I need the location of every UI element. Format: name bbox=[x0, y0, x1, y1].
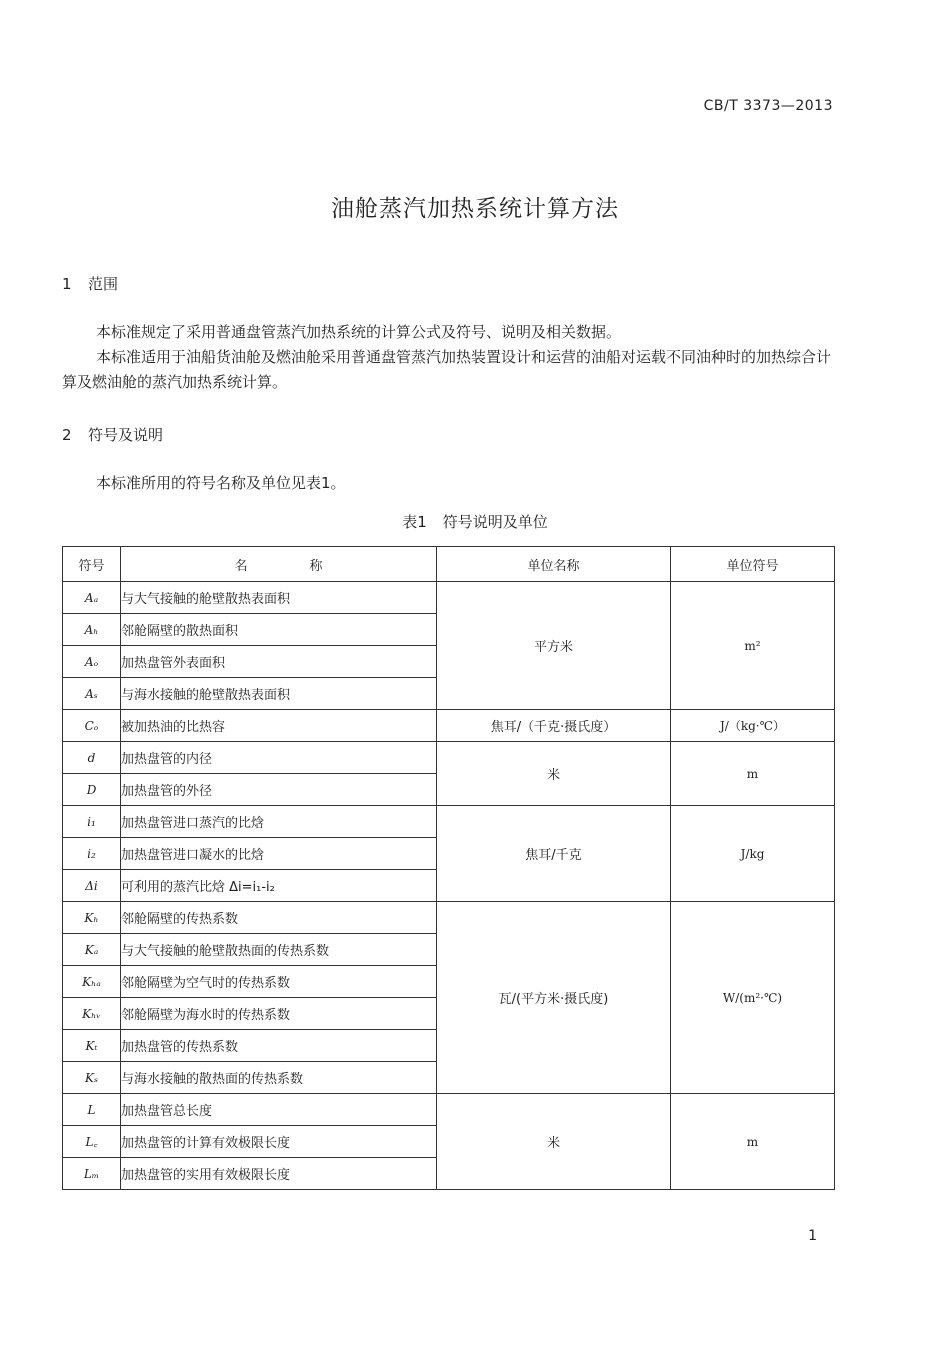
name-cell: 与海水接触的舱壁散热表面积 bbox=[121, 678, 437, 710]
standard-code: CB/T 3373—2013 bbox=[703, 98, 833, 114]
table-caption-text: 符号说明及单位 bbox=[442, 513, 548, 531]
symbol-cell: L꜀ bbox=[63, 1126, 121, 1158]
header-name: 名称 bbox=[121, 547, 437, 582]
unit-name-cell: 米 bbox=[437, 742, 671, 806]
section-2-heading bbox=[62, 424, 163, 445]
unit-name-cell: 米 bbox=[437, 1094, 671, 1190]
name-cell: 加热盘管外表面积 bbox=[121, 646, 437, 678]
name-cell: 邻舱隔壁为空气时的传热系数 bbox=[121, 966, 437, 998]
name-cell: 加热盘管的内径 bbox=[121, 742, 437, 774]
document-title: 油舱蒸汽加热系统计算方法 bbox=[331, 196, 619, 222]
name-cell: 加热盘管的外径 bbox=[121, 774, 437, 806]
paragraph: 本标准所用的符号名称及单位见表1。 bbox=[96, 474, 346, 492]
table-row bbox=[63, 806, 835, 838]
symbol-cell: Kₛ bbox=[63, 1062, 121, 1094]
name-cell: 加热盘管的计算有效极限长度 bbox=[121, 1126, 437, 1158]
unit-symbol-cell: J/kg bbox=[671, 806, 835, 902]
section-number: 1 bbox=[62, 275, 72, 293]
header-unit-symbol: 单位符号 bbox=[671, 547, 835, 582]
paragraph: 本标准规定了采用普通盘管蒸汽加热系统的计算公式及符号、说明及相关数据。 bbox=[96, 323, 622, 341]
symbol-cell: Kₜ bbox=[63, 1030, 121, 1062]
section-title: 符号及说明 bbox=[88, 426, 164, 444]
name-cell: 与大气接触的舱壁散热表面积 bbox=[121, 582, 437, 614]
section-2-body bbox=[62, 471, 834, 496]
name-cell: 邻舱隔壁的散热面积 bbox=[121, 614, 437, 646]
symbols-table bbox=[62, 546, 835, 1190]
symbol-cell: D bbox=[63, 774, 121, 806]
symbol-cell: Kₕ bbox=[63, 902, 121, 934]
header-unit-name: 单位名称 bbox=[437, 547, 671, 582]
name-cell: 加热盘管进口蒸汽的比焓 bbox=[121, 806, 437, 838]
symbol-cell: Aₛ bbox=[63, 678, 121, 710]
symbol-cell: Lₘ bbox=[63, 1158, 121, 1190]
unit-name-cell: 平方米 bbox=[437, 582, 671, 710]
name-cell: 加热盘管的传热系数 bbox=[121, 1030, 437, 1062]
symbol-cell: d bbox=[63, 742, 121, 774]
table-body bbox=[63, 582, 835, 1190]
symbol-cell: i₂ bbox=[63, 838, 121, 870]
symbol-cell: Aₕ bbox=[63, 614, 121, 646]
name-cell: 与大气接触的舱壁散热面的传热系数 bbox=[121, 934, 437, 966]
name-cell: 邻舱隔壁的传热系数 bbox=[121, 902, 437, 934]
name-cell: 加热盘管总长度 bbox=[121, 1094, 437, 1126]
section-number: 2 bbox=[62, 426, 72, 444]
table-row bbox=[63, 582, 835, 614]
unit-name-cell: 焦耳/（千克·摄氏度） bbox=[437, 710, 671, 742]
section-1-heading bbox=[62, 273, 118, 294]
symbol-cell: Kₕᵥ bbox=[63, 998, 121, 1030]
name-cell: 可利用的蒸汽比焓 Δi=i₁-i₂ bbox=[121, 870, 437, 902]
name-cell: 加热盘管的实用有效极限长度 bbox=[121, 1158, 437, 1190]
symbol-cell: Kₐ bbox=[63, 934, 121, 966]
section-title: 范围 bbox=[88, 275, 119, 293]
symbol-cell: Kₕₐ bbox=[63, 966, 121, 998]
section-1-body bbox=[62, 320, 834, 395]
name-cell: 邻舱隔壁为海水时的传热系数 bbox=[121, 998, 437, 1030]
table-caption-label: 表1 bbox=[402, 513, 427, 531]
table-row bbox=[63, 1094, 835, 1126]
symbol-cell: Aₒ bbox=[63, 646, 121, 678]
symbol-cell: L bbox=[63, 1094, 121, 1126]
symbol-cell: Cₒ bbox=[63, 710, 121, 742]
table-header-row bbox=[63, 547, 835, 582]
unit-symbol-cell: W/(m²·℃) bbox=[671, 902, 835, 1094]
unit-name-cell: 瓦/(平方米·摄氏度) bbox=[437, 902, 671, 1094]
table-caption bbox=[0, 511, 950, 532]
name-cell: 被加热油的比热容 bbox=[121, 710, 437, 742]
symbol-cell: Δi bbox=[63, 870, 121, 902]
header-symbol: 符号 bbox=[63, 547, 121, 582]
table-row bbox=[63, 902, 835, 934]
unit-symbol-cell: m bbox=[671, 742, 835, 806]
unit-symbol-cell: J/（kg·℃） bbox=[671, 710, 835, 742]
symbol-cell: i₁ bbox=[63, 806, 121, 838]
unit-symbol-cell: m² bbox=[671, 582, 835, 710]
name-cell: 加热盘管进口凝水的比焓 bbox=[121, 838, 437, 870]
paragraph: 本标准适用于油船货油舱及燃油舱采用普通盘管蒸汽加热装置设计和运营的油船对运载不同油种时的加热综合计算及燃油舱的蒸汽加热系统计算。 bbox=[62, 348, 832, 391]
name-cell: 与海水接触的散热面的传热系数 bbox=[121, 1062, 437, 1094]
unit-symbol-cell: m bbox=[671, 1094, 835, 1190]
symbol-cell: Aₐ bbox=[63, 582, 121, 614]
table-row bbox=[63, 742, 835, 774]
table-row bbox=[63, 710, 835, 742]
unit-name-cell: 焦耳/千克 bbox=[437, 806, 671, 902]
page-number: 1 bbox=[808, 1228, 817, 1244]
